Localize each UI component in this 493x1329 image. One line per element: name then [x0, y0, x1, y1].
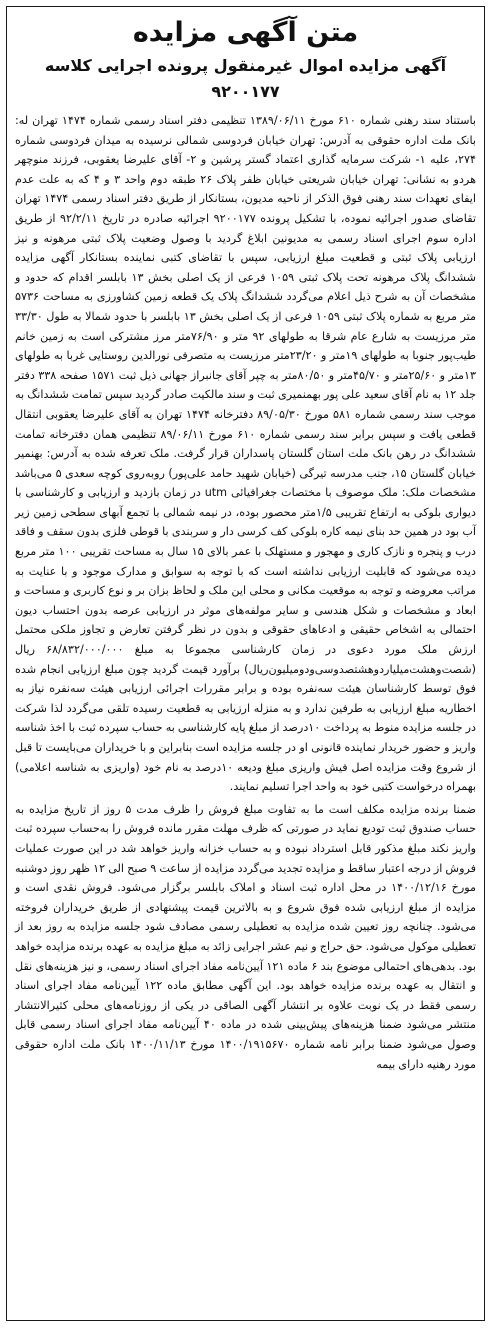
- notice-paragraph-terms: ضمنا برنده مزایده مکلف است ما به تفاوت مبلغ فروش را ظرف مدت ۵ روز از تاریخ مزایده به حساب صندوق ثبت تودیع نماید در صورتی که ظرف مهلت مقرر مانده فروش را به‌حساب سپرده ثبت واریز نکند مبلغ مذکور قابل استرداد نبوده و به حساب خزانه واریز خواهد شد در این صورت عملیات فروش از درجه اعتبار ساقط و مزایده تجدید می‌گردد مزایده از ساعت ۹ صبح الی ۱۲ ظهر روز دوشنبه مورخ ۱۴۰۰/۱۲/۱۶ در محل اداره ثبت اسناد و املاک بابلسر برگزار می‌شود. فروش نقدی است و مزایده از مبلغ ارزیابی شده فوق شروع و به بالاترین قیمت پیشنهادی از طریق خریداران فروخته می‌شود. چنانچه روز تعیین شده مزایده به تعطیلی رسمی مصادف شود جلسه مزایده به روز بعد از تعطیلی موکول می‌شود. حق حراج و نیم عشر اجرایی زائد به مبلغ مزایده به عهده برنده مزایده خواهد بود. بدهی‌های احتمالی موضوع بند ۶ ماده ۱۲۱ آیین‌نامه مفاد اجرای اسناد رسمی، و نیز هزینه‌های نقل و انتقال به عهده برنده مزایده خواهد بود. این آگهی مطابق ماده ۱۲۲ آیین‌نامه مفاد اجرای اسناد رسمی فقط در یک نوبت علاوه بر انتشار آگهی الصاقی در یکی از روزنامه‌های محلی کثیرالانتشار منتشر می‌شود ضمنا هزینه‌های پیش‌بینی شده در ماده ۴۰ آیین‌نامه مفاد اجرای اسناد رسمی قابل وصول می‌شود ضمنا برابر نامه شماره ۱۴۰۰/۱۹۱۵۶۷۰ مورخ ۱۴۰۰/۱۱/۱۳ بانک ملت اداره حقوقی مورد رهنیه دارای بیمه: [14, 802, 477, 1071]
- notice-paragraph-main: باستناد سند رهنی شماره ۶۱۰ مورخ ۱۳۸۹/۰۶/۱۱ تنظیمی دفتر اسناد رسمی شماره ۱۴۷۴ تهران له: بانک ملت اداره حقوقی به آدرس: تهران خیابان فردوسی شمالی نرسیده به میدان فردوسی شماره ۲۷۴، علیه ۱- شرکت سرمایه گذاری اعتماد گستر پرشین و ۲- آقای علیرضا یعقوبی، فرزند منوچهر هردو به نشانی: تهران خیابان شریعتی خیابان ظفر پلاک ۲۶ طبقه دوم واحد ۳ و ۴ که به علت عدم ایفای تعهدات سند رهنی فوق الذکر از ناحیه مدیون، بستانکار از طریق دفتر اسناد رسمی ۱۴۷۴ تهران تقاضای صدور اجرائیه نموده، با تشکیل پرونده ۹۲۰۰۱۷۷ اجرائیه صادره در تاریخ ۹۲/۲/۱۱ از طریق اداره سوم اجرای اسناد رسمی به مدیونین ابلاغ گردید با وصول وضعیت پلاک ثبتی مرهونه و نیز ارزیابی پلاک ثبتی و قطعیت مبلغ ارزیابی، سپس با تقاضای کتبی نماینده بستانکار آگهی مزایده ششدانگ پلاک مرهونه تحت پلاک ثبتی ۱۰۵۹ فرعی از یک اصلی بخش ۱۳ بابلسر اقدام که حدود و مشخصات آن به شرح ذیل اعلام می‌گردد ششدانگ پلاک یک قطعه زمین کشاورزی به مساحت ۵۷۳۶ متر مربع به شماره پلاک ثبتی ۱۰۵۹ فرعی از یک اصلی بخش ۱۳ بابلسر با حدود شمالا به طول ۳۳/۳۰ متر مرزیست به شارع عام شرقا به طولهای ۹۲ متر و ۷۶/۹۰متر مرز مشترکی است به زمین خانم طیب‌پور جنوبا به طولهای ۱۹متر و ۲۳/۲۰متر مرزیست به متصرفی نورالدین روستایی غربا به طولهای ۱۳متر و ۲۵/۶۰متر و ۴۵/۷۰متر و ۸۰/۵۰متر به چپر آقای جانبراز جهانی ذیل ثبت ۱۵۷۱ صفحه ۳۳۸ دفتر جلد ۱۲ به نام آقای سعید علی پور بهمنمیری ثبت و سند مالکیت صادر گردید سپس تمامت ششدانگ به موجب سند رسمی شماره ۵۸۱ مورخ ۸۹/۰۵/۳۰ دفترخانه ۱۴۷۴ تهران به آقای علیرضا یعقوبی انتقال قطعی یافت و سپس برابر سند رسمی شماره ۶۱۰ مورخ ۸۹/۰۶/۱۱ تنظیمی همان دفترخانه تمامت ششدانگ در رهن بانک ملت استان گلستان پاسداران قرار گرفت. ملک تعرفه شده به آدرس: بهنمیر خیابان گلستان ۱۵، جنب مدرسه تیرگی (خیابان شهید حامد علی‌پور) روبه‌روی کوچه سعدی ۵ می‌باشد مشخصات ملک: ملک موصوف با مختصات جغرافیائی utm در زمان بازدید و ارزیابی و کارشناسی با دیواری بلوکی به ارتفاع تقریبی ۱/۵متر محصور بوده، در نیمه شمالی با تجمع آبهای سطحی زمین زیر آب بود در همین حد بنای نیمه کاره بلوکی کف کرسی دار و سربندی با قوطی فلزی بدون سقف و فاقد درب و پنجره و نازک کاری و مهجور و مستهلک با عمر بالای ۱۵ سال به مساحت تقریبی ۱۰۰ متر مربع دیده می‌شود که قابلیت ارزیابی نداشته است که با توجه به سوابق و مدارک موجود و با عنایت به مراتب معروضه و توجه به موقعیت مکانی و محلی این ملک و لحاظ بزان بر و نوع کاربری و مساحت و ابعاد و مشخصات و شکل هندسی و سایر مولفه‌های موثر در ارزیابی عرصه بدون احتساب دیون احتمالی به اشخاص حقیقی و ادعاهای حقوقی و بدون در نظر گرفتن تعارض و تجاوز ملکی محتمل ارزش ملک مورد دعوی در زمان کارشناسی مجموعا به مبلغ ۶۸/۸۳۲/۰۰۰/۰۰۰ ریال (شصت‌وهشت‌میلیاردوهشتصدوسی‌ودومیلیون‌ریال) برآورد قیمت گردید چون مبلغ ارزیابی انجام شده فوق توسط کارشناسان هیئت سه‌نفره بوده و برابر مقررات اجرائی ارزیابی هیئت سه‌نفره نیاز به اخطاریه مبلغ ارزیابی به طرفین ندارد و به منزله ارزیابی به قطعیت رسیده تلقی می‌گردد لذا شرکت در جلسه مزایده منوط به پرداخت ۱۰درصد از مبلغ پایه کارشناسی به حساب سپرده ثبت با اخذ شناسه واریز و حضور خریدار نماینده قانونی او در جلسه مزایده است بنابراین و با خریداران می‌بایست تا قبل از شروع وقت مزایده اصل فیش واریزی مبلغ ودیعه ۱۰درصد به نام خود (واریزی به شناسه اعلامی) بهمراه درخواست کتبی خود به واحد اجرا تسلیم نمایند.: [15, 114, 477, 794]
- notice-subtitle: آگهی مزایده اموال غیرمنقول پرونده اجرایی کلاسه ۹۲۰۰۱۷۷: [44, 56, 447, 101]
- notice-frame: [6, 6, 485, 1321]
- notice-title: متن آگهی مزایده: [132, 17, 359, 48]
